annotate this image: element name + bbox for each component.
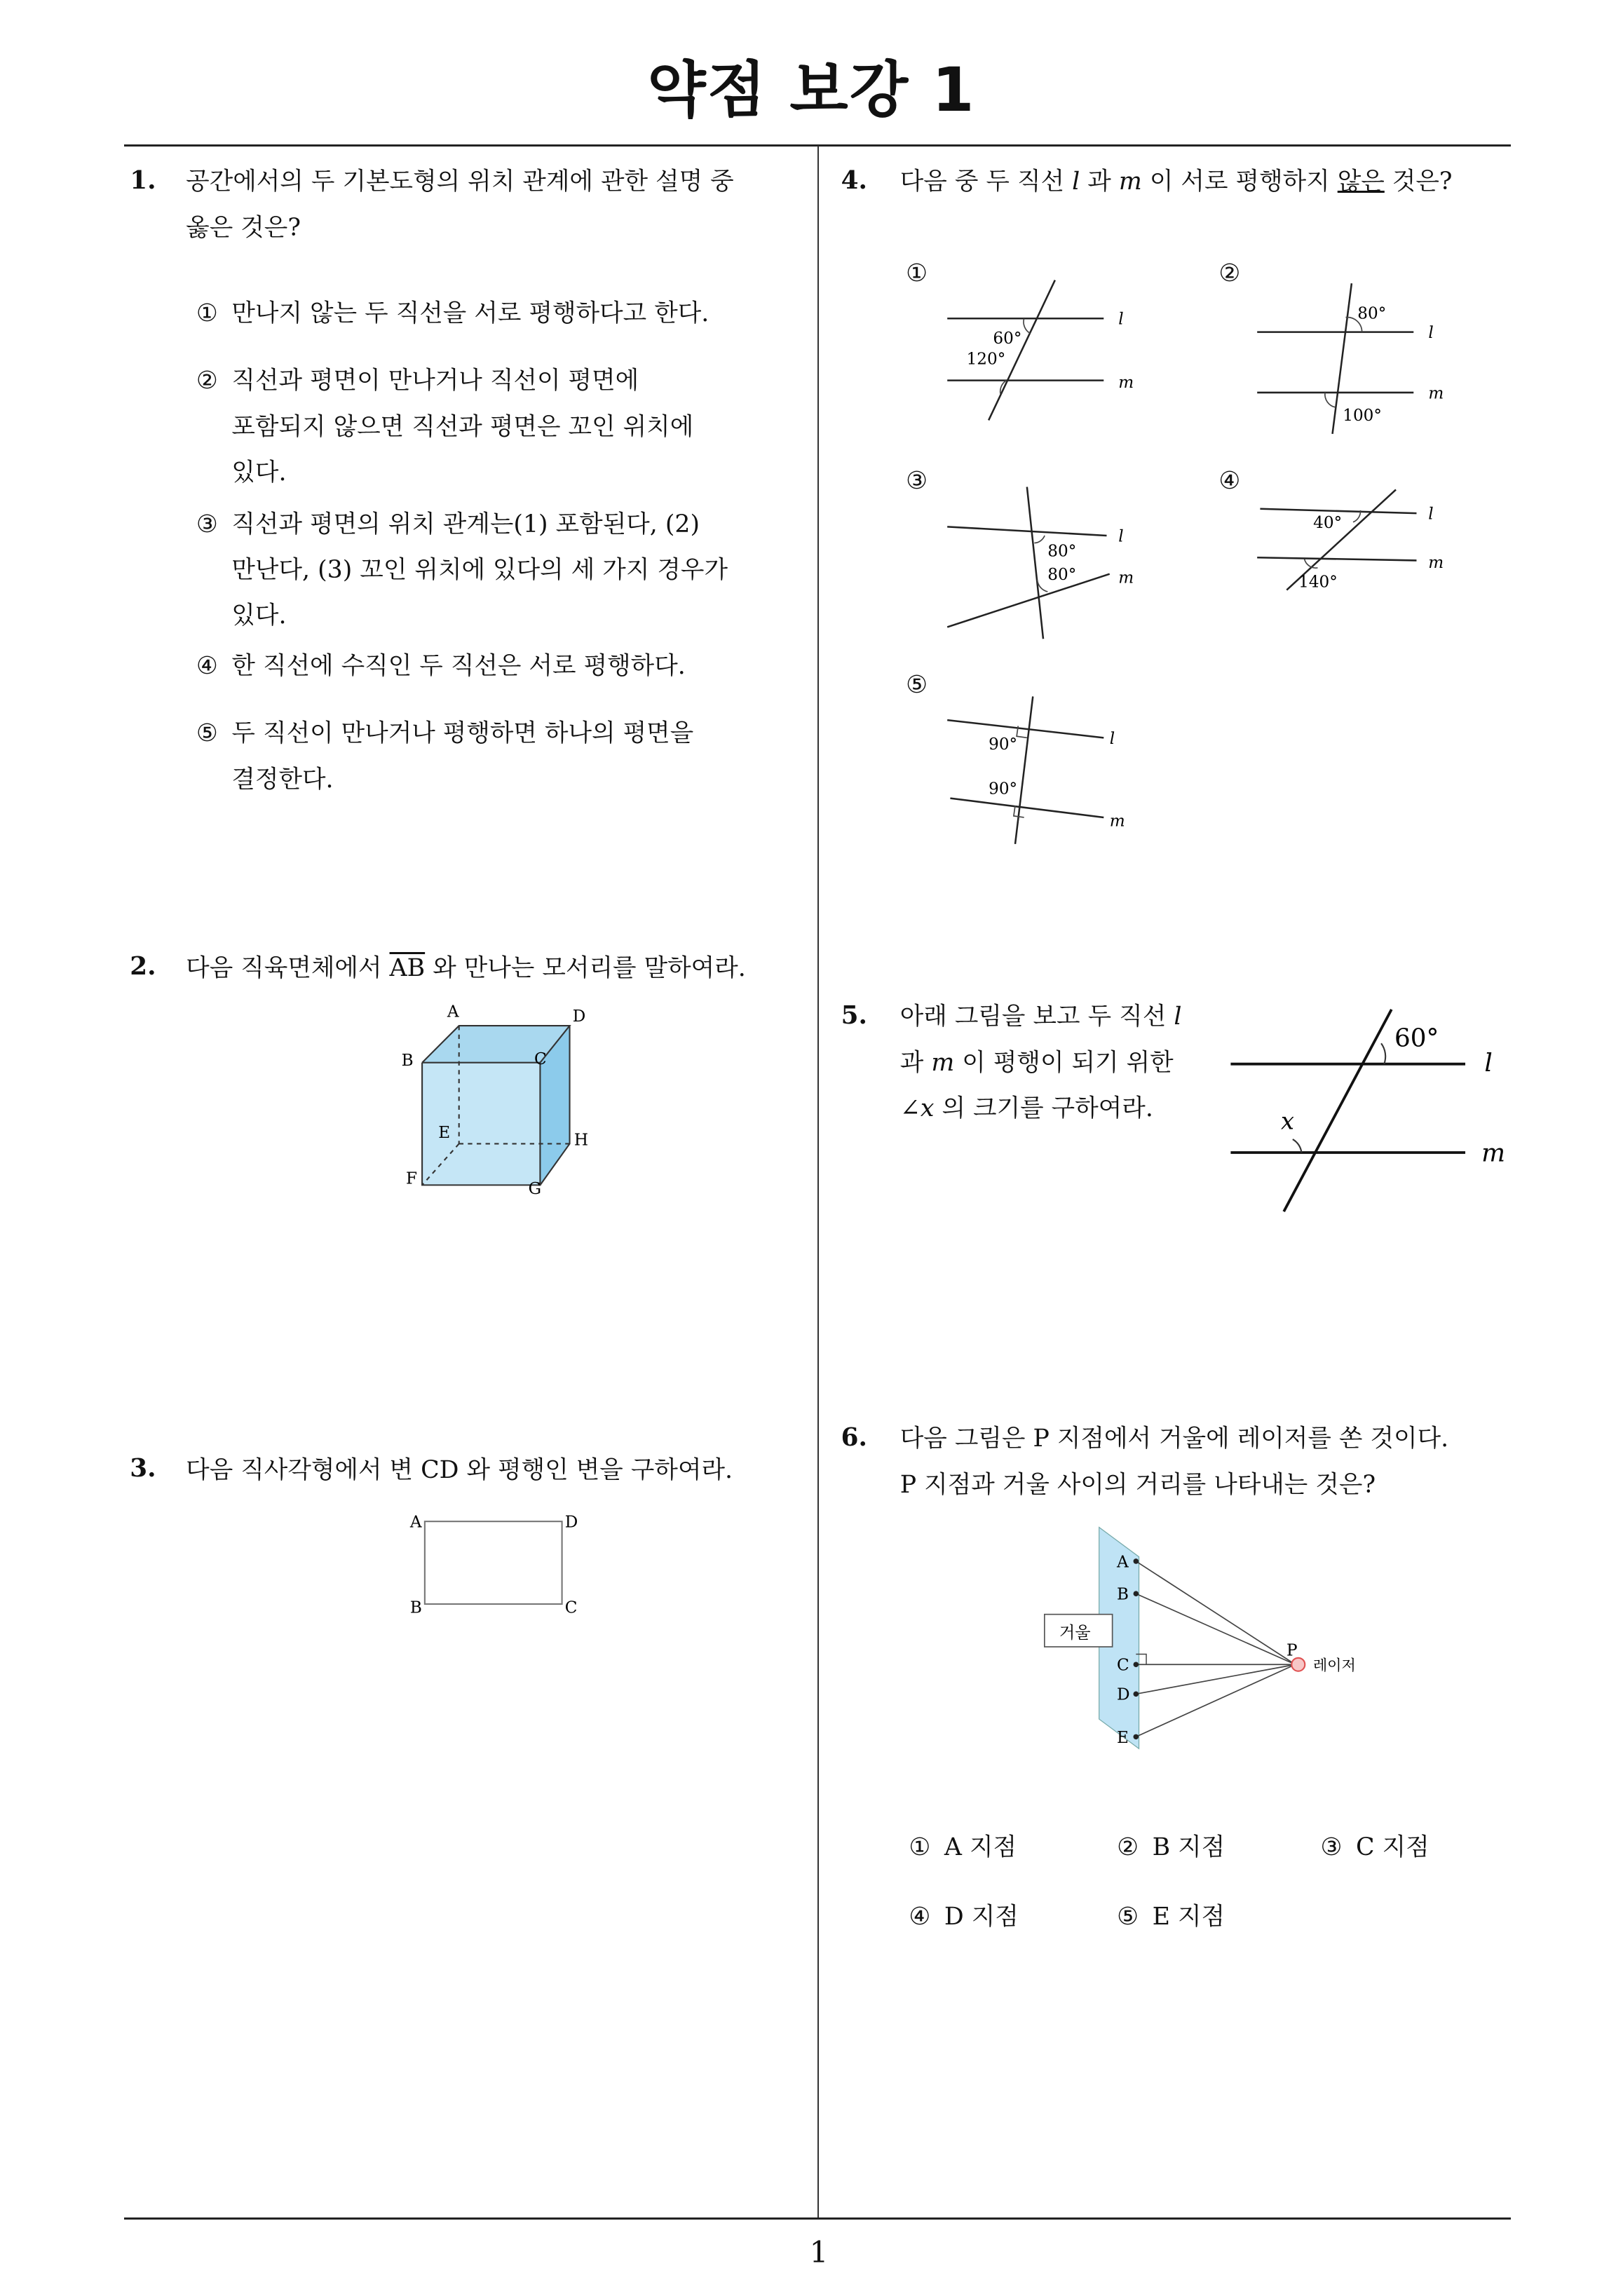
question-number: 2.	[130, 951, 156, 981]
question-number: 5.	[841, 1000, 867, 1030]
option-mark: ④	[196, 651, 219, 680]
option-2-figure[interactable]	[1254, 280, 1461, 442]
angle-x: ∠x	[899, 1094, 935, 1122]
point-p: P	[1286, 1641, 1298, 1660]
vertex-label-h: H	[573, 1131, 588, 1150]
option-text: E 지점	[1152, 1903, 1225, 1931]
label-m: m	[1118, 374, 1134, 393]
option-mark: ②	[196, 367, 219, 395]
vertex-label-g: G	[528, 1179, 541, 1198]
option-text: 만나지 않는 두 직선을 서로 평행하다고 한다.	[231, 299, 709, 327]
question-text-part: 과	[899, 1048, 924, 1077]
rectangle-figure	[398, 1505, 590, 1623]
var-m: m	[1118, 168, 1142, 196]
line-m	[947, 574, 1109, 627]
point-e: E	[1117, 1728, 1129, 1747]
label-m: m	[1118, 569, 1134, 587]
option-text: 있다.	[231, 601, 287, 630]
question-text-part: 것은?	[1392, 168, 1453, 196]
transversal	[1015, 696, 1033, 843]
label-m: m	[1428, 554, 1444, 573]
cuboid-figure	[393, 996, 614, 1203]
option-mark: ⑤	[196, 719, 219, 748]
option-mark: ③	[196, 510, 219, 538]
option-text: 두 직선이 만나거나 평행하면 하나의 평면을	[231, 719, 694, 748]
question-text-part: 이 평행이 되기 위한	[962, 1048, 1174, 1077]
underlined-not: 않은	[1337, 168, 1385, 196]
option-mark: ①	[909, 1833, 931, 1862]
option-mark: ②	[1117, 1833, 1139, 1862]
angle-label: 140°	[1298, 573, 1338, 592]
point-a: A	[1117, 1552, 1129, 1571]
line-l	[947, 527, 1106, 536]
question-text-part: 다음 중 두 직선	[899, 168, 1065, 196]
option-3-figure[interactable]	[944, 480, 1151, 649]
option-4[interactable]	[196, 644, 686, 689]
option-3[interactable]	[1321, 1825, 1430, 1870]
option-4-mark[interactable]: ④	[1218, 467, 1241, 496]
angle-label: 100°	[1343, 406, 1382, 425]
angle-label: 90°	[989, 735, 1018, 754]
line-l	[947, 720, 1103, 738]
point-c: C	[1117, 1656, 1129, 1675]
vertex-label-b: B	[410, 1598, 423, 1617]
question-text-part: 와 만나는 모서리를 말하여라.	[433, 953, 746, 982]
transversal	[1284, 1009, 1392, 1211]
option-mark: ⑤	[1117, 1903, 1139, 1931]
question-number: 3.	[130, 1453, 156, 1483]
question-text-line: P 지점과 거울 사이의 거리를 나타내는 것은?	[899, 1470, 1376, 1499]
option-4-figure[interactable]	[1254, 484, 1461, 602]
page-title: 약점 보강 1	[647, 55, 976, 125]
laser-mirror-figure	[1033, 1520, 1401, 1756]
option-mark: ③	[1320, 1833, 1343, 1862]
question-text-line: 공간에서의 두 기본도형의 위치 관계에 관한 설명 중	[186, 168, 734, 196]
angle-label: 90°	[989, 780, 1018, 799]
option-1[interactable]	[909, 1825, 1017, 1870]
question-number: 6.	[841, 1422, 867, 1452]
var-l: l	[1174, 1003, 1182, 1031]
option-text: 결정한다.	[231, 765, 334, 794]
vertex-label-a: A	[447, 1002, 459, 1021]
angle-label: 40°	[1312, 514, 1342, 533]
option-5[interactable]	[1117, 1894, 1225, 1940]
column-divider	[817, 146, 820, 2219]
label-m: m	[1481, 1139, 1505, 1168]
question-number: 1.	[130, 165, 156, 195]
vertex-label-c: C	[534, 1049, 547, 1068]
option-4[interactable]	[909, 1894, 1018, 1940]
line-m	[1257, 557, 1416, 560]
option-text: A 지점	[944, 1833, 1017, 1862]
question-text	[186, 946, 813, 991]
point-d: D	[1117, 1685, 1130, 1704]
label-l: l	[1118, 527, 1124, 546]
angle-label: 60°	[993, 330, 1022, 348]
label-l: l	[1428, 505, 1434, 524]
var-m: m	[931, 1048, 955, 1077]
option-5-mark[interactable]: ⑤	[906, 670, 928, 699]
question-text-part: 아래 그림을 보고 두 직선	[899, 1003, 1167, 1031]
option-text: 한 직선에 수직인 두 직선은 서로 평행하다.	[231, 651, 686, 680]
question-text-part: 이 서로 평행하지	[1149, 168, 1330, 196]
label-l: l	[1428, 323, 1434, 342]
option-2-mark[interactable]: ②	[1218, 259, 1241, 287]
option-text: D 지점	[944, 1903, 1019, 1931]
option-text: 직선과 평면의 위치 관계는(1) 포함된다, (2)	[231, 510, 700, 538]
option-text: 있다.	[231, 458, 287, 487]
angle-label: 120°	[966, 350, 1006, 369]
option-mark: ①	[196, 299, 219, 327]
vertex-label-b: B	[401, 1051, 414, 1070]
question-text	[900, 159, 1535, 205]
question-text-part: 다음 직육면체에서	[186, 953, 382, 982]
question-text	[900, 1416, 1549, 1507]
option-text: 포함되지 않으면 직선과 평면은 꼬인 위치에	[231, 412, 694, 441]
option-1-figure[interactable]	[944, 273, 1151, 428]
option-1[interactable]	[196, 291, 709, 337]
line-l	[1260, 509, 1416, 513]
mirror-label: 거울	[1059, 1623, 1091, 1642]
label-l: l	[1484, 1048, 1493, 1078]
question-text	[186, 159, 813, 250]
vertex-label-a: A	[410, 1513, 422, 1532]
var-l: l	[1072, 168, 1080, 196]
point-b: B	[1117, 1585, 1129, 1604]
option-2[interactable]	[196, 358, 693, 496]
transversal	[1027, 487, 1043, 639]
option-text: C 지점	[1356, 1833, 1430, 1862]
vertex-label-d: D	[565, 1513, 578, 1532]
option-5-figure[interactable]	[944, 691, 1151, 852]
option-3[interactable]	[196, 502, 728, 639]
rectangle-abcd	[425, 1521, 562, 1604]
angle-x-label: x	[1280, 1106, 1294, 1134]
question-text-line: 다음 그림은 P 지점에서 거울에 레이저를 쏜 것이다.	[899, 1425, 1449, 1453]
vertex-label-f: F	[405, 1169, 417, 1188]
parallel-lines-figure	[1225, 998, 1520, 1219]
option-2[interactable]	[1117, 1825, 1225, 1870]
option-5[interactable]	[196, 711, 693, 802]
footer-rule	[124, 2217, 1511, 2220]
question-text-part: 과	[1087, 168, 1111, 196]
option-text: B 지점	[1152, 1833, 1225, 1862]
angle-label: 80°	[1047, 542, 1077, 561]
segment-ab: $\overline{AB}$	[389, 953, 426, 982]
label-m: m	[1109, 812, 1125, 831]
option-3-mark[interactable]: ③	[906, 467, 928, 496]
angle-60: 60°	[1394, 1024, 1439, 1053]
option-1-mark[interactable]: ①	[906, 259, 928, 287]
option-text: 직선과 평면이 만나거나 직선이 평면에	[231, 367, 639, 395]
laser-label: 레이저	[1312, 1656, 1356, 1674]
option-mark: ④	[909, 1903, 931, 1931]
question-text-part: 의 크기를 구하여라.	[942, 1094, 1153, 1122]
label-l: l	[1109, 729, 1115, 748]
vertex-label-e: E	[438, 1123, 450, 1142]
angle-label: 80°	[1047, 566, 1077, 585]
question-text-line: 옳은 것은?	[186, 213, 301, 242]
page-number: 1	[809, 2235, 829, 2270]
vertex-label-c: C	[565, 1598, 578, 1617]
line-m	[950, 799, 1103, 817]
question-text	[900, 994, 1225, 1132]
vertex-label-d: D	[572, 1007, 586, 1026]
label-l: l	[1118, 310, 1124, 329]
question-number: 4.	[841, 165, 867, 195]
question-text: 다음 직사각형에서 변 CD 와 평행인 변을 구하여라.	[186, 1455, 733, 1484]
option-text: 만난다, (3) 꼬인 위치에 있다의 세 가지 경우가	[231, 555, 728, 584]
label-m: m	[1428, 384, 1444, 403]
angle-label: 80°	[1357, 304, 1387, 323]
